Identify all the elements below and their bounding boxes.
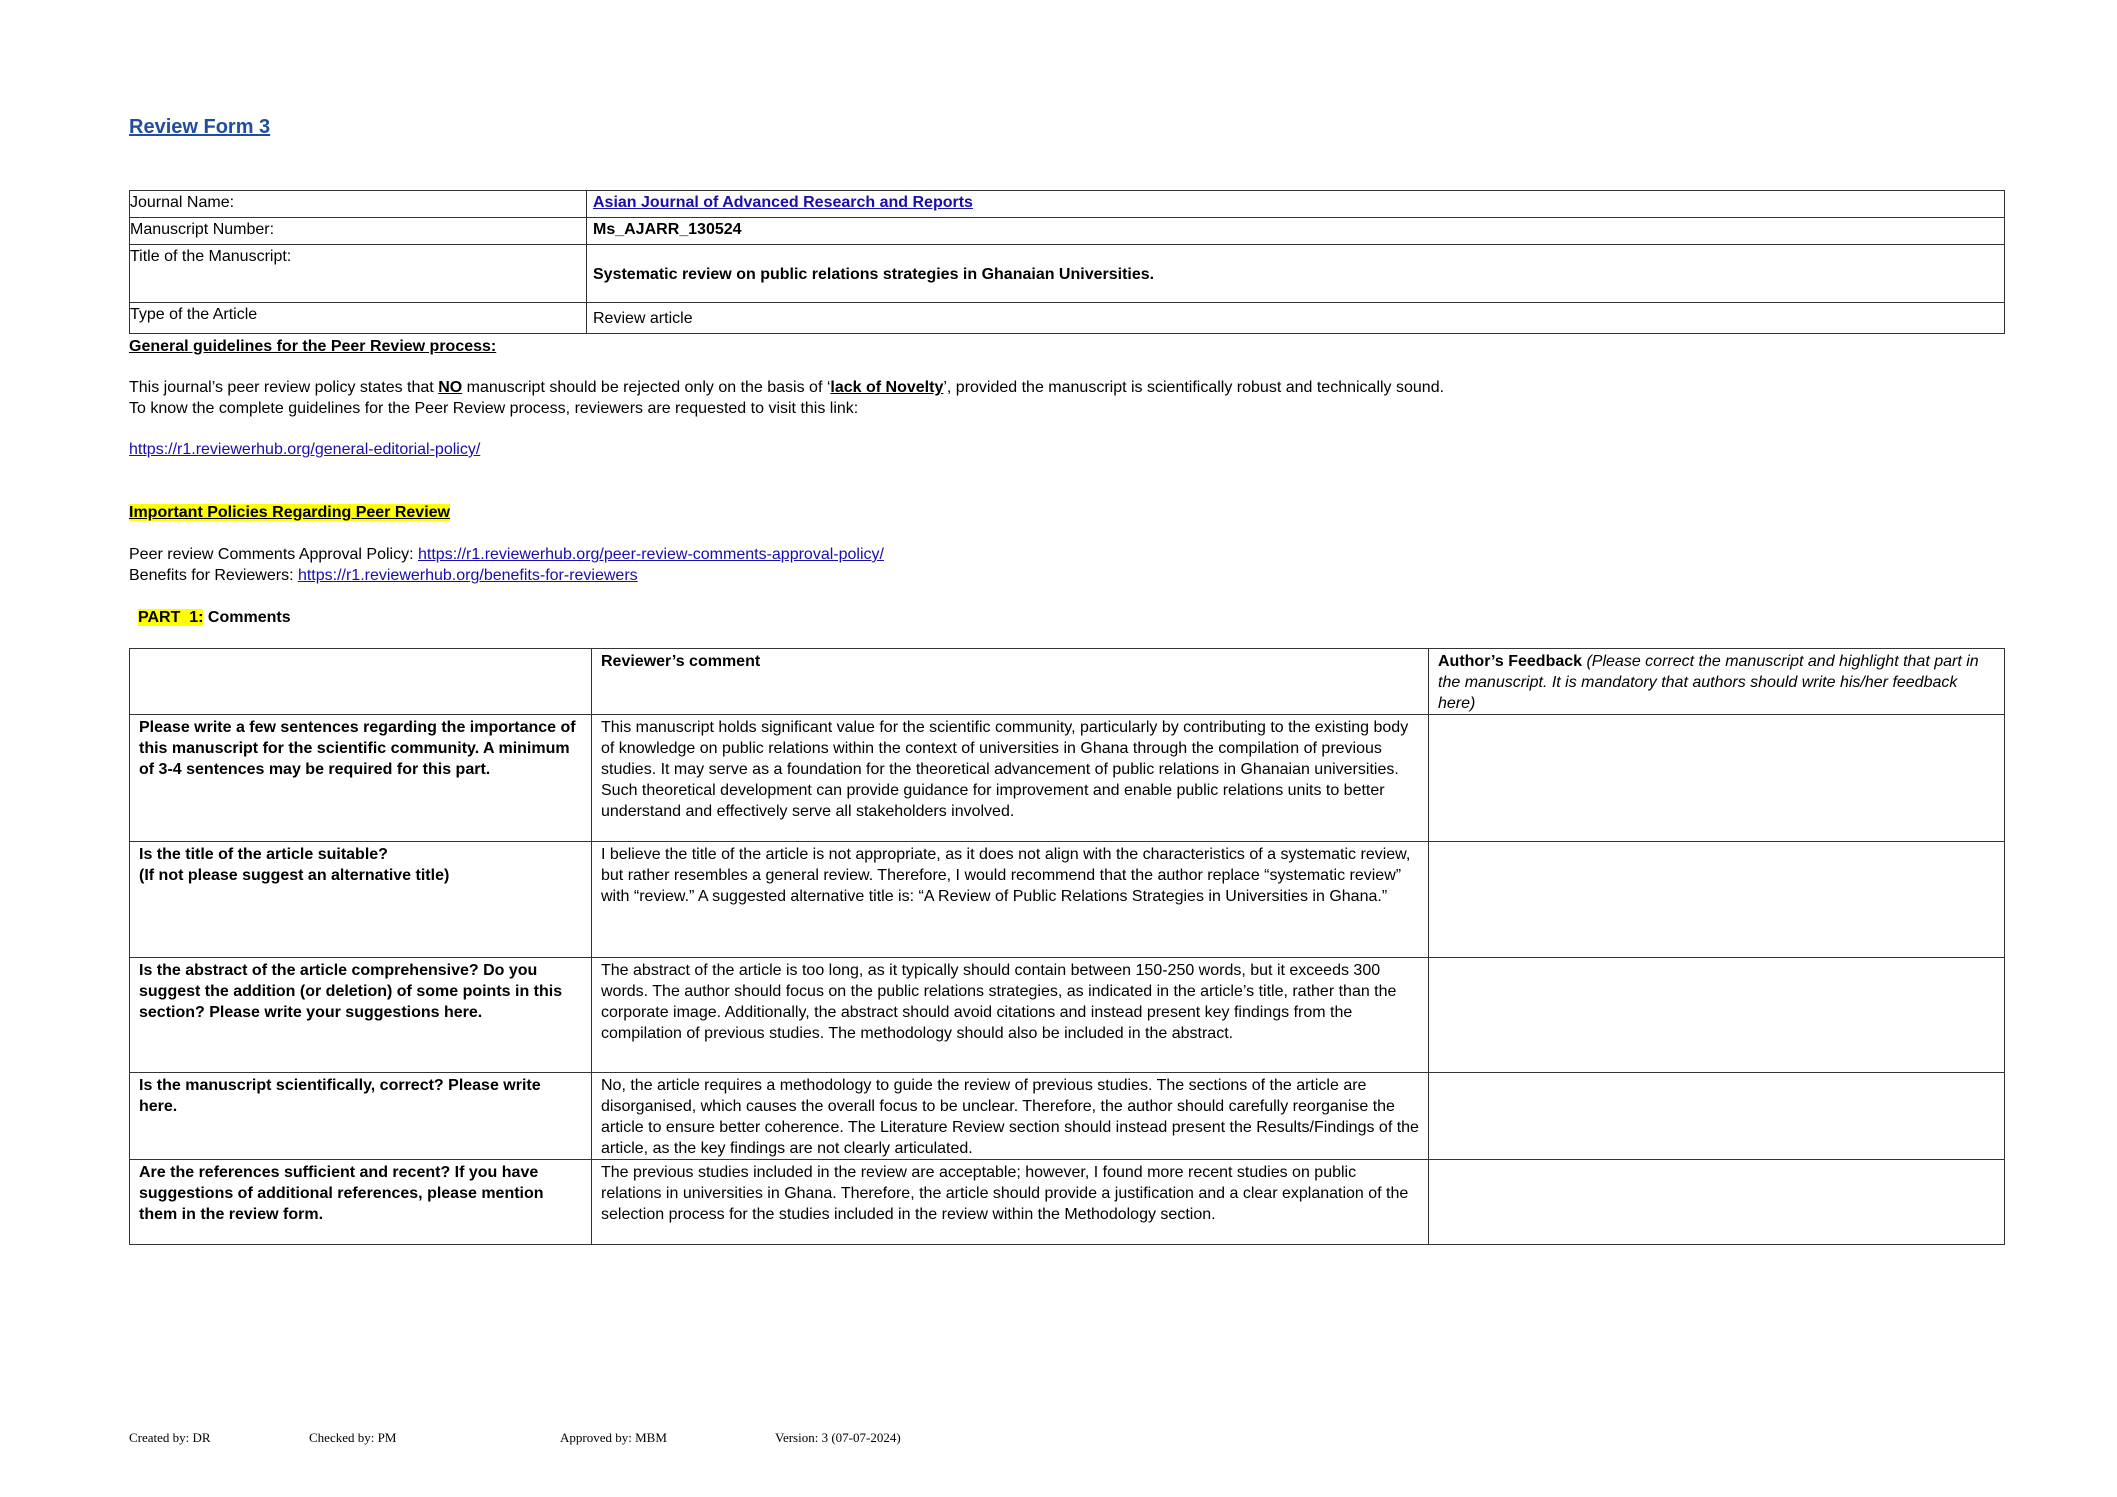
manuscript-info-table bbox=[129, 190, 2005, 334]
author-feedback-cell[interactable] bbox=[1429, 1073, 2005, 1160]
journal-label: Journal Name: bbox=[130, 191, 587, 218]
reviewer-comment: The abstract of the article is too long, as it typically should contain between 150-250 words, but it exceeds 300 words. The author should focus on the public relations strategies, as indicated in the article’s title, rather than the corporate image. Additionally, the abstract should avoid citations and instead present key findings from the compilation of previous studies. The methodology should also be included in the abstract. bbox=[592, 958, 1429, 1073]
footer-created: Created by: DR bbox=[129, 1430, 211, 1445]
benefits-link[interactable]: https://r1.reviewerhub.org/benefits-for-reviewers bbox=[297, 567, 638, 584]
table-row bbox=[130, 958, 2005, 1073]
table-row bbox=[130, 842, 2005, 958]
reviewer-comment: The previous studies included in the review are acceptable; however, I found more recent studies on public relations in universities in Ghana. Therefore, the article should provide a justification and a clear explanation of the selection process for the studies included in the review within the Methodology section. bbox=[592, 1160, 1429, 1245]
reviewer-comment: This manuscript holds significant value for the scientific community, particularly by contributing to the existing body of knowledge on public relations within the context of universities in Ghana through the compilation of previous studies. It may serve as a foundation for the theoretical advancement of public relations in Ghanaian universities. Such theoretical development can provide guidance for improvement and enable public relations units to better understand and effectively serve all stakeholders involved. bbox=[592, 715, 1429, 842]
part-1-heading bbox=[138, 607, 291, 628]
policies-heading bbox=[129, 502, 450, 523]
question-text: Is the title of the article suitable? bbox=[139, 846, 388, 863]
author-feedback-title: Author’s Feedback bbox=[1438, 653, 1583, 670]
page-title: Review Form 3 bbox=[129, 116, 271, 138]
header-row bbox=[130, 649, 2005, 715]
type-row bbox=[130, 303, 2005, 334]
part-title: Comments bbox=[203, 609, 291, 626]
question: Please write a few sentences regarding the importance of this manuscript for the scientific community. A minimum of 3-4 sentences may be required for this part. bbox=[130, 715, 592, 842]
article-type: Review article bbox=[587, 303, 2005, 334]
no-emphasis: NO bbox=[438, 379, 463, 396]
empty-header bbox=[130, 649, 592, 715]
manuscript-number: Ms_AJARR_130524 bbox=[587, 218, 2005, 245]
guidelines-paragraph bbox=[129, 377, 1444, 398]
comments-table bbox=[129, 648, 2005, 1245]
question bbox=[130, 842, 592, 958]
question: Are the references sufficient and recent? If you have suggestions of additional references, please mention them in the review form. bbox=[130, 1160, 592, 1245]
table-row bbox=[130, 1160, 2005, 1245]
author-feedback-cell[interactable] bbox=[1429, 1160, 2005, 1245]
table-row bbox=[130, 715, 2005, 842]
type-label: Type of the Article bbox=[130, 303, 587, 334]
guidelines-instruction: To know the complete guidelines for the Peer Review process, reviewers are requested to visit this link: bbox=[129, 400, 859, 417]
footer-checked: Checked by: PM bbox=[309, 1430, 397, 1445]
title-label: Title of the Manuscript: bbox=[130, 245, 587, 303]
author-feedback-cell[interactable] bbox=[1429, 715, 2005, 842]
reviewer-comment: No, the article requires a methodology to guide the review of previous studies. The sections of the article are disorganised, which causes the overall focus to be unclear. Therefore, the author should carefully reorganise the article to ensure better coherence. The Literature Review section should instead present the Results/Findings of the article, as the key findings are not clearly articulated. bbox=[592, 1073, 1429, 1160]
guidelines-heading: General guidelines for the Peer Review process: bbox=[129, 338, 497, 355]
policies-heading-text: Important Policies Regarding Peer Review bbox=[129, 504, 450, 521]
benefits-label: Benefits for Reviewers: bbox=[129, 567, 298, 584]
novelty-emphasis: lack of Novelty bbox=[830, 379, 944, 396]
question: Is the abstract of the article comprehensive? Do you suggest the addition (or deletion) of some points in this section? Please write your suggestions here. bbox=[130, 958, 592, 1073]
manuscript-title: Systematic review on public relations strategies in Ghanaian Universities. bbox=[587, 245, 2005, 303]
benefits-line bbox=[129, 565, 638, 586]
manuscript-label: Manuscript Number: bbox=[130, 218, 587, 245]
footer-version: Version: 3 (07-07-2024) bbox=[775, 1430, 901, 1445]
text: ’, provided the manuscript is scientifically robust and technically sound. bbox=[943, 379, 1445, 396]
approval-policy-link[interactable]: https://r1.reviewerhub.org/peer-review-comments-approval-policy/ bbox=[418, 546, 884, 563]
question: Is the manuscript scientifically, correct? Please write here. bbox=[130, 1073, 592, 1160]
approval-policy-line bbox=[129, 544, 884, 565]
reviewer-comment-header: Reviewer’s comment bbox=[592, 649, 1429, 715]
editorial-policy-link[interactable]: https://r1.reviewerhub.org/general-editorial-policy/ bbox=[129, 441, 481, 458]
author-feedback-cell[interactable] bbox=[1429, 958, 2005, 1073]
text: manuscript should be rejected only on the basis of ‘ bbox=[462, 379, 831, 396]
table-row bbox=[130, 1073, 2005, 1160]
question-subtext: (If not please suggest an alternative title) bbox=[139, 867, 450, 884]
author-feedback-note: (Please correct the manuscript and highlight that part in the manuscript. It is mandatory that authors should write his/her feedback here) bbox=[1438, 653, 1979, 712]
author-feedback-header bbox=[1429, 649, 2005, 715]
text: This journal’s peer review policy states that bbox=[129, 379, 439, 396]
part-label: PART 1: bbox=[138, 609, 204, 626]
manuscript-row bbox=[130, 218, 2005, 245]
title-row bbox=[130, 245, 2005, 303]
footer-approved: Approved by: MBM bbox=[560, 1430, 667, 1445]
journal-link[interactable]: Asian Journal of Advanced Research and Reports bbox=[593, 194, 973, 211]
reviewer-comment: I believe the title of the article is not appropriate, as it does not align with the characteristics of a systematic review, but rather resembles a general review. Therefore, I would recommend that the author replace “systematic review” with “review.” A suggested alternative title is: “A Review of Public Relations Strategies in Universities in Ghana.” bbox=[592, 842, 1429, 958]
approval-label: Peer review Comments Approval Policy: bbox=[129, 546, 418, 563]
journal-row bbox=[130, 191, 2005, 218]
author-feedback-cell[interactable] bbox=[1429, 842, 2005, 958]
